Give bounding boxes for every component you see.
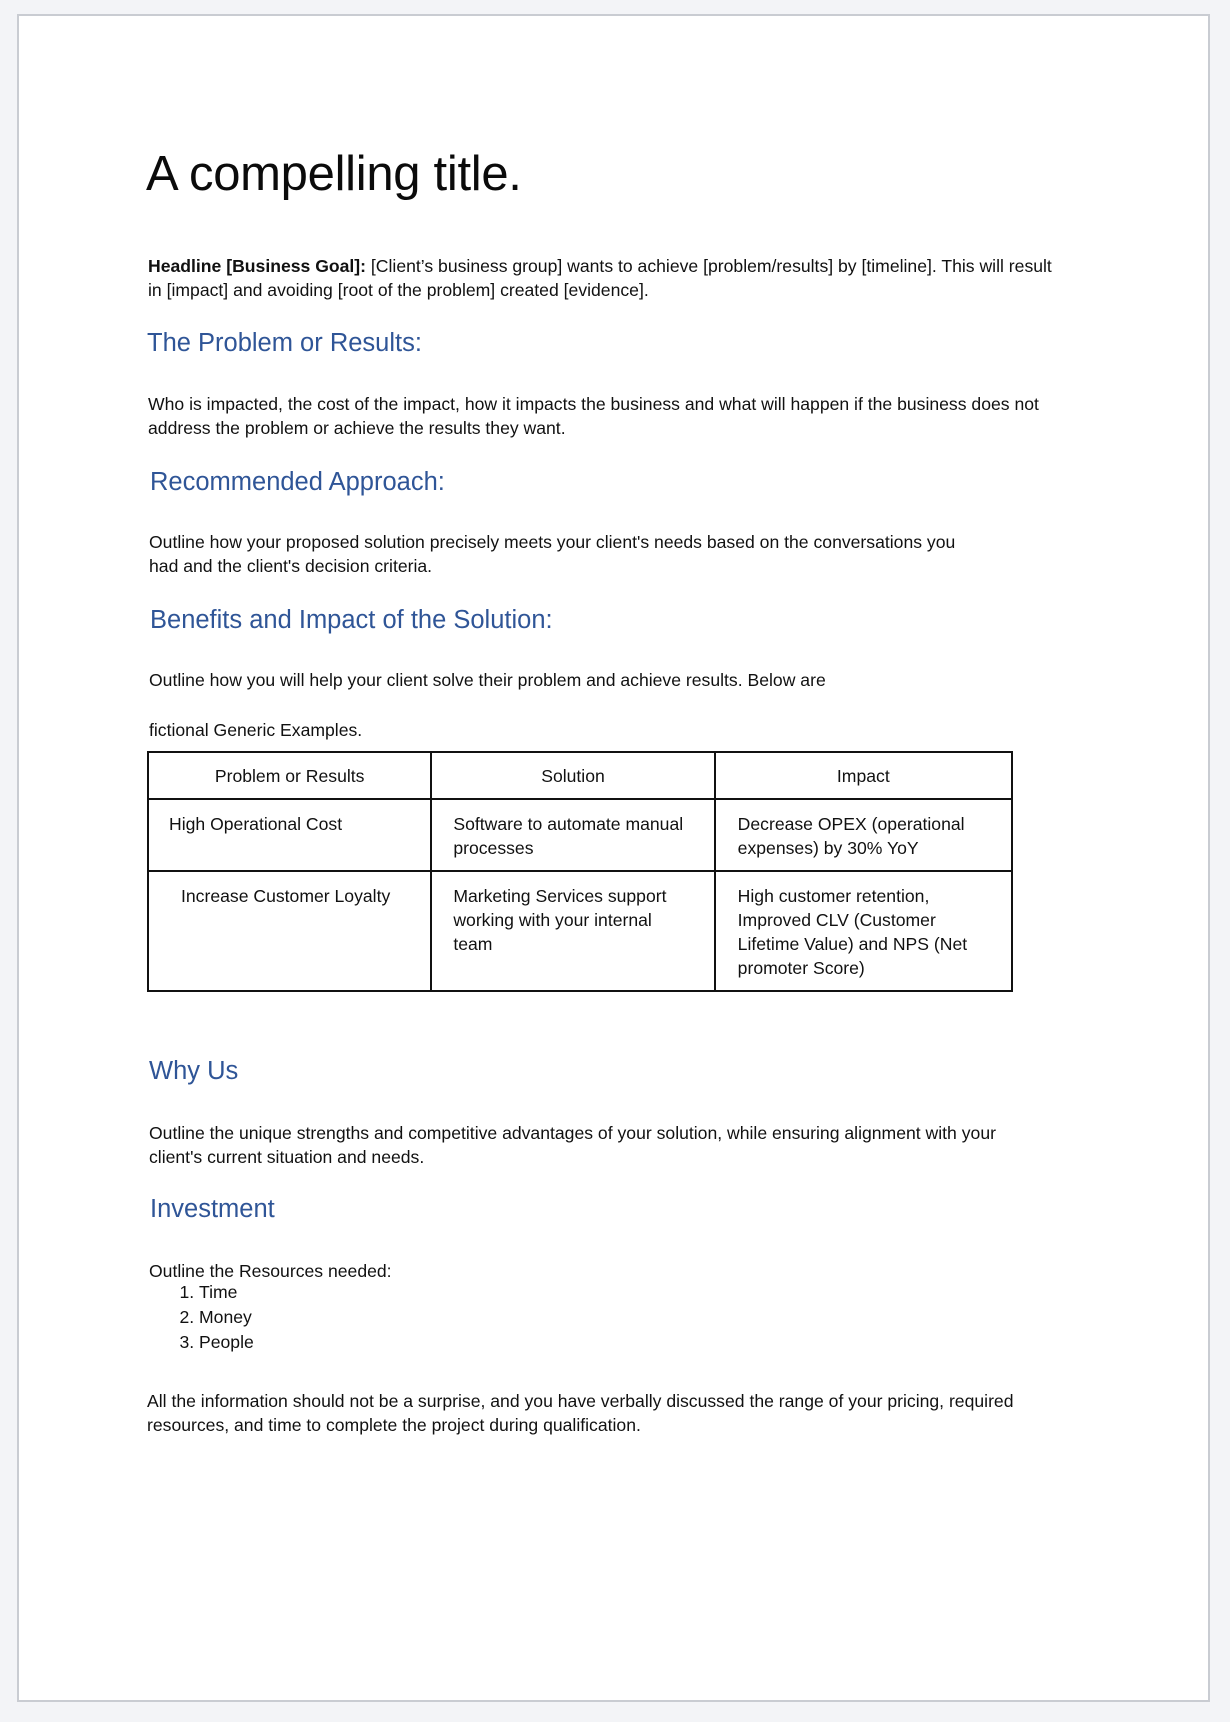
why-us-body: Outline the unique strengths and competitive advantages of your solution, while ensuring alignment with your client's current situation and needs. (149, 1123, 996, 1167)
heading-approach: Recommended Approach: (150, 468, 445, 496)
heading-why-us: Why Us (149, 1057, 239, 1085)
table-header-solution: Solution (431, 752, 714, 799)
headline-text: [Client’s business group] wants to achieve [problem/results] by [timeline]. This will result in [impact] and avoiding [root of the problem] created [evidence]. (148, 256, 1052, 300)
table-cell-impact: High customer retention, Improved CLV (Customer Lifetime Value) and NPS (Net promoter Score) (715, 871, 1012, 991)
list-item: 1. Time (199, 1280, 254, 1305)
table-cell-problem: Increase Customer Loyalty (148, 871, 431, 991)
investment-closing: All the information should not be a surprise, and you have verbally discussed the range of your pricing, required resources, and time to complete the project during qualification. (147, 1391, 1014, 1435)
investment-intro: Outline the Resources needed: (149, 1261, 392, 1281)
benefits-table (147, 751, 1013, 992)
table-header-problem: Problem or Results (148, 752, 431, 799)
table-cell-solution: Software to automate manual processes (431, 799, 714, 871)
table-cell-solution: Marketing Services support working with your internal team (431, 871, 714, 991)
list-item: 2. Money (199, 1305, 254, 1330)
approach-body: Outline how your proposed solution precisely meets your client's needs based on the conversations you had and the client's decision criteria. (149, 532, 956, 576)
table-header-impact: Impact (715, 752, 1012, 799)
heading-investment: Investment (150, 1195, 275, 1223)
table-row (148, 871, 1012, 991)
heading-problem: The Problem or Results: (147, 329, 422, 357)
list-item: 3. People (199, 1330, 254, 1355)
resources-list (179, 1280, 254, 1355)
document-title: A compelling title. (146, 147, 522, 201)
benefits-body-line1: Outline how you will help your client solve their problem and achieve results. Below are (149, 670, 826, 690)
benefits-body-line2: fictional Generic Examples. (149, 720, 363, 740)
heading-benefits: Benefits and Impact of the Solution: (150, 606, 553, 634)
problem-body: Who is impacted, the cost of the impact, how it impacts the business and what will happen if the business does not address the problem or achieve the results they want. (148, 394, 1039, 438)
table-cell-problem: High Operational Cost (148, 799, 431, 871)
table-header-row (148, 752, 1012, 799)
headline-label: Headline [Business Goal]: (148, 256, 367, 276)
headline-paragraph (148, 254, 1063, 302)
table-row (148, 799, 1012, 871)
table-cell-impact: Decrease OPEX (operational expenses) by 30% YoY (715, 799, 1012, 871)
